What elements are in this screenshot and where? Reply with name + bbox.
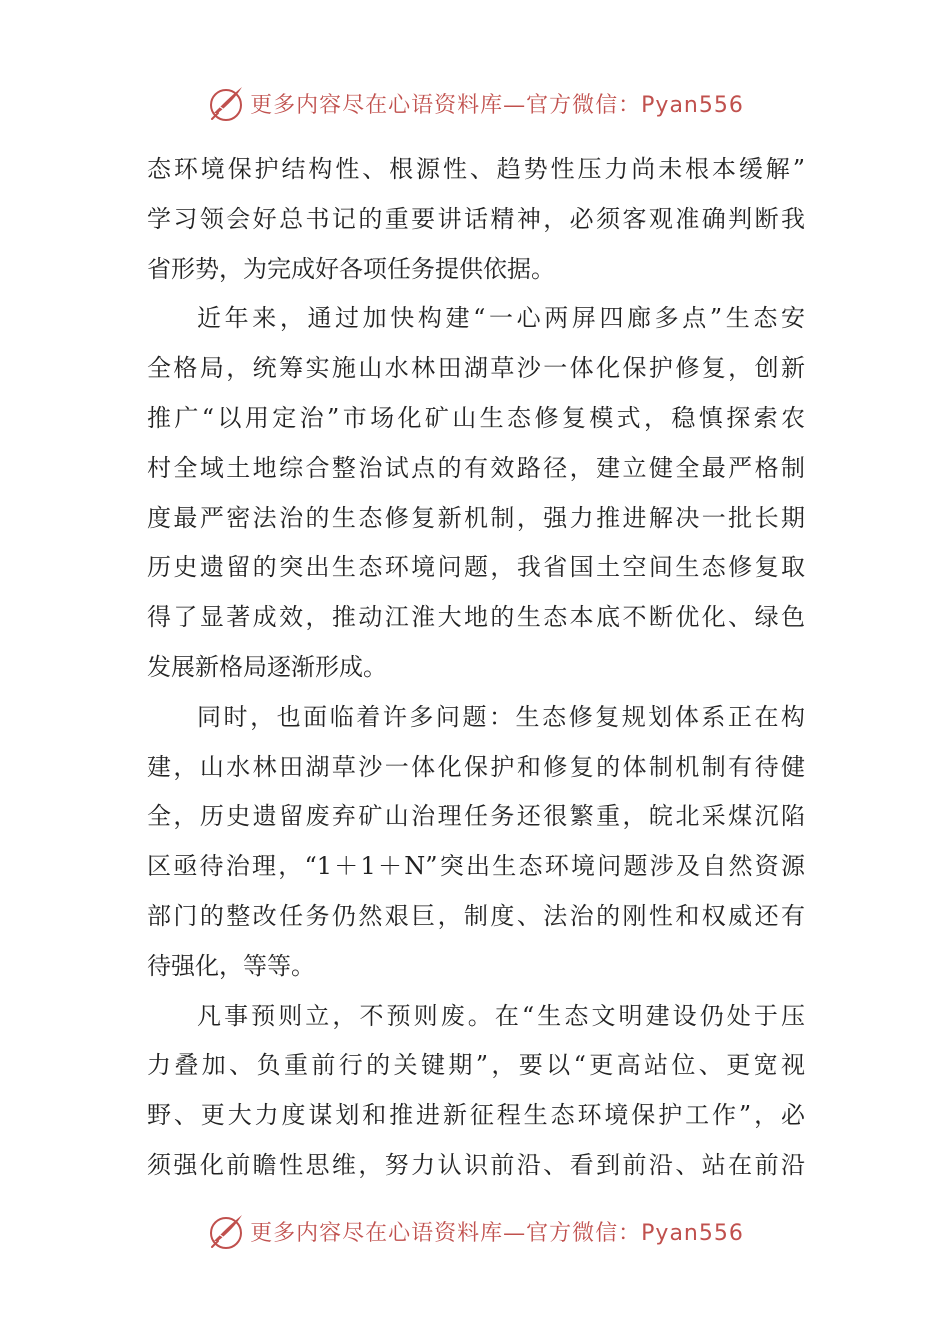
text-line: 须强化前瞻性思维，努力认识前沿、看到前沿、站在前沿: [147, 1150, 805, 1179]
document-body: [147, 145, 805, 1191]
header-banner: [0, 78, 950, 128]
text-line: 近年来，通过加快构建“一心两屏四廊多点”生态安: [197, 304, 805, 333]
text-line: 得了显著成效，推动江淮大地的生态本底不断优化、绿色: [147, 603, 805, 632]
header-banner-text: 更多内容尽在心语资料库—官方微信：Pyan556: [250, 92, 744, 118]
text-line: 省形势，为完成好各项任务提供依据。: [147, 254, 555, 283]
text-line: 野、更大力度谋划和推进新征程生态环境保护工作”，必: [147, 1101, 805, 1130]
paragraph: [147, 693, 805, 992]
paragraph: [147, 992, 805, 1191]
text-line: 同时，也面临着许多问题：生态修复规划体系正在构: [197, 702, 805, 731]
text-line: 历史遗留的突出生态环境问题，我省国土空间生态修复取: [147, 553, 805, 582]
paragraph: [147, 145, 805, 294]
text-line: 推广“以用定治”市场化矿山生态修复模式，稳慎探索农: [147, 403, 805, 432]
text-line: 待强化，等等。: [147, 951, 315, 980]
footer-banner-text: 更多内容尽在心语资料库—官方微信：Pyan556: [250, 1220, 744, 1246]
quill-pen-icon: [206, 1211, 246, 1251]
text-line: 村全域土地综合整治试点的有效路径，建立健全最严格制: [147, 453, 805, 482]
text-line: 发展新格局逐渐形成。: [147, 652, 387, 681]
quill-pen-icon: [206, 83, 246, 123]
text-line: 凡事预则立，不预则废。在“生态文明建设仍处于压: [197, 1001, 805, 1030]
text-line: 部门的整改任务仍然艰巨，制度、法治的刚性和权威还有: [147, 901, 805, 930]
text-line: 态环境保护结构性、根源性、趋势性压力尚未根本缓解”: [147, 155, 805, 183]
text-line: 力叠加、负重前行的关键期”，要以“更高站位、更宽视: [147, 1051, 805, 1080]
text-line: 全格局，统筹实施山水林田湖草沙一体化保护修复，创新: [147, 354, 805, 383]
text-line: 区亟待治理，“1＋1＋N”突出生态环境问题涉及自然资源: [147, 852, 805, 881]
text-line: 建，山水林田湖草沙一体化保护和修复的体制机制有待健: [147, 752, 805, 781]
header-wechat-id: Pyan556: [641, 92, 744, 118]
footer-wechat-id: Pyan556: [641, 1220, 744, 1246]
text-line: 全，历史遗留废弃矿山治理任务还很繁重，皖北采煤沉陷: [147, 802, 805, 831]
paragraph: [147, 294, 805, 692]
text-line: 学习领会好总书记的重要讲话精神，必须客观准确判断我: [147, 204, 805, 233]
footer-banner: [0, 1206, 950, 1256]
text-line: 度最严密法治的生态修复新机制，强力推进解决一批长期: [147, 503, 805, 532]
